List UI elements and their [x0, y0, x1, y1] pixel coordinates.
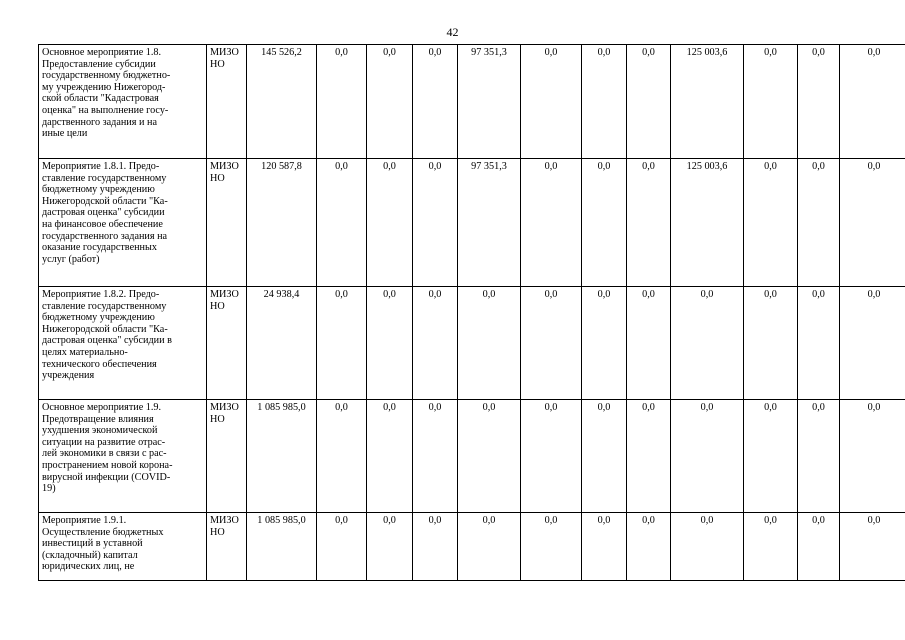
amount-cell: 97 351,3	[458, 159, 521, 287]
measure-name-line: юридических лиц, не	[42, 561, 135, 573]
amount-cell: 0,0	[582, 513, 627, 581]
measure-name-line: лей экономики в связи с рас-	[42, 448, 167, 460]
amount-cell: 0,0	[840, 159, 905, 287]
amount-cell: 0,0	[798, 45, 840, 159]
measure-name-line: государственному бюджетно-	[42, 70, 171, 82]
amount-cell: 120 587,8	[247, 159, 317, 287]
measure-name-line: Мероприятие 1.8.1. Предо-	[42, 161, 160, 172]
executor-cell: МИЗО НО	[207, 513, 247, 581]
measure-name-line: Нижегородской области "Ка-	[42, 195, 168, 207]
measure-name-line: оценка" на выполнение госу-	[42, 104, 169, 116]
measure-name-line: (складочный) капитал	[42, 549, 138, 561]
measure-name-line: дастровая оценка" субсидии	[42, 207, 165, 219]
amount-cell: 0,0	[521, 287, 582, 400]
measure-name-line: ситуации на развитие отрас-	[42, 436, 166, 448]
measure-name-line: Основное мероприятие 1.9.	[42, 402, 162, 413]
measure-name-line: инвестиций в уставной	[42, 538, 143, 550]
measure-name-line: услуг (работ)	[42, 253, 100, 265]
amount-cell: 0,0	[367, 400, 413, 513]
amount-cell: 1 085 985,0	[247, 513, 317, 581]
amount-cell: 0,0	[840, 400, 905, 513]
measure-name-line: иные цели	[42, 128, 88, 140]
amount-cell: 0,0	[798, 400, 840, 513]
measure-name-cell	[39, 400, 207, 513]
measure-name-line: целях материально-	[42, 346, 128, 358]
amount-cell: 0,0	[367, 287, 413, 400]
amount-cell: 0,0	[413, 513, 458, 581]
table-row	[39, 513, 905, 581]
amount-cell: 0,0	[798, 159, 840, 287]
measure-name-line: оказание государственных	[42, 242, 157, 254]
amount-cell: 0,0	[413, 400, 458, 513]
measure-name-line: ской области "Кадастровая	[42, 93, 159, 105]
amount-cell: 0,0	[798, 513, 840, 581]
measure-name-line: ухудшения экономической	[42, 425, 158, 437]
amount-cell: 0,0	[627, 287, 671, 400]
measure-name-line: дарственного задания и на	[42, 116, 157, 128]
measure-name-line: пространением новой корона-	[42, 459, 173, 471]
amount-cell: 97 351,3	[458, 45, 521, 159]
amount-cell: 0,0	[798, 287, 840, 400]
amount-cell: 0,0	[744, 287, 798, 400]
measure-name-line: Основное мероприятие 1.8.	[42, 47, 162, 58]
amount-cell: 0,0	[582, 45, 627, 159]
measure-name-line: Мероприятие 1.9.1.	[42, 515, 127, 526]
amount-cell: 0,0	[317, 287, 367, 400]
table-row	[39, 45, 905, 159]
amount-cell: 125 003,6	[671, 159, 744, 287]
table-row	[39, 159, 905, 287]
amount-cell: 0,0	[840, 45, 905, 159]
amount-cell: 0,0	[367, 45, 413, 159]
amount-cell: 24 938,4	[247, 287, 317, 400]
table-row	[39, 400, 905, 513]
executor-cell: МИЗО НО	[207, 400, 247, 513]
executor-cell: МИЗО НО	[207, 159, 247, 287]
amount-cell: 0,0	[413, 159, 458, 287]
budget-table	[38, 44, 905, 581]
measure-name-line: дастровая оценка" субсидии в	[42, 335, 172, 347]
amount-cell: 0,0	[671, 287, 744, 400]
measure-name-line: бюджетному учреждению	[42, 312, 155, 324]
amount-cell: 0,0	[627, 45, 671, 159]
measure-name-line: на финансовое обеспечение	[42, 218, 163, 230]
amount-cell: 0,0	[582, 159, 627, 287]
amount-cell: 125 003,6	[671, 45, 744, 159]
measure-name-cell	[39, 513, 207, 581]
amount-cell: 0,0	[317, 45, 367, 159]
amount-cell: 0,0	[521, 159, 582, 287]
amount-cell: 0,0	[627, 513, 671, 581]
amount-cell: 0,0	[521, 513, 582, 581]
amount-cell: 1 085 985,0	[247, 400, 317, 513]
amount-cell: 0,0	[458, 513, 521, 581]
measure-name-cell	[39, 287, 207, 400]
amount-cell: 0,0	[317, 400, 367, 513]
measure-name-line: Нижегородской области "Ка-	[42, 323, 168, 335]
amount-cell: 0,0	[367, 159, 413, 287]
amount-cell: 0,0	[521, 400, 582, 513]
amount-cell: 145 526,2	[247, 45, 317, 159]
table-row	[39, 287, 905, 400]
amount-cell: 0,0	[744, 513, 798, 581]
measure-name-line: учреждения	[42, 370, 95, 382]
amount-cell: 0,0	[744, 400, 798, 513]
amount-cell: 0,0	[367, 513, 413, 581]
measure-name-line: государственного задания на	[42, 230, 168, 242]
amount-cell: 0,0	[458, 287, 521, 400]
amount-cell: 0,0	[840, 513, 905, 581]
measure-name-line: Мероприятие 1.8.2. Предо-	[42, 289, 160, 300]
amount-cell: 0,0	[413, 287, 458, 400]
executor-cell: МИЗО НО	[207, 45, 247, 159]
measure-name-line: ставление государственному	[42, 172, 167, 184]
amount-cell: 0,0	[840, 287, 905, 400]
amount-cell: 0,0	[671, 513, 744, 581]
measure-name-line: бюджетному учреждению	[42, 184, 155, 196]
measure-name-line: ставление государственному	[42, 300, 167, 312]
page-number: 42	[446, 25, 459, 39]
measure-name-line: 19)	[42, 483, 56, 495]
amount-cell: 0,0	[582, 400, 627, 513]
executor-cell: МИЗО НО	[207, 287, 247, 400]
amount-cell: 0,0	[521, 45, 582, 159]
measure-name-line: му учреждению Нижегород-	[42, 81, 166, 93]
amount-cell: 0,0	[582, 287, 627, 400]
measure-name-line: Предотвращение влияния	[42, 413, 154, 425]
amount-cell: 0,0	[744, 45, 798, 159]
measure-name-line: вирусной инфекции (COVID-	[42, 471, 171, 483]
measure-name-line: Осуществление бюджетных	[42, 526, 164, 538]
measure-name-cell	[39, 45, 207, 159]
amount-cell: 0,0	[744, 159, 798, 287]
measure-name-line: Предоставление субсидии	[42, 58, 156, 70]
amount-cell: 0,0	[317, 513, 367, 581]
measure-name-line: технического обеспечения	[42, 358, 157, 370]
amount-cell: 0,0	[627, 400, 671, 513]
amount-cell: 0,0	[671, 400, 744, 513]
measure-name-cell	[39, 159, 207, 287]
amount-cell: 0,0	[458, 400, 521, 513]
amount-cell: 0,0	[627, 159, 671, 287]
amount-cell: 0,0	[317, 159, 367, 287]
amount-cell: 0,0	[413, 45, 458, 159]
